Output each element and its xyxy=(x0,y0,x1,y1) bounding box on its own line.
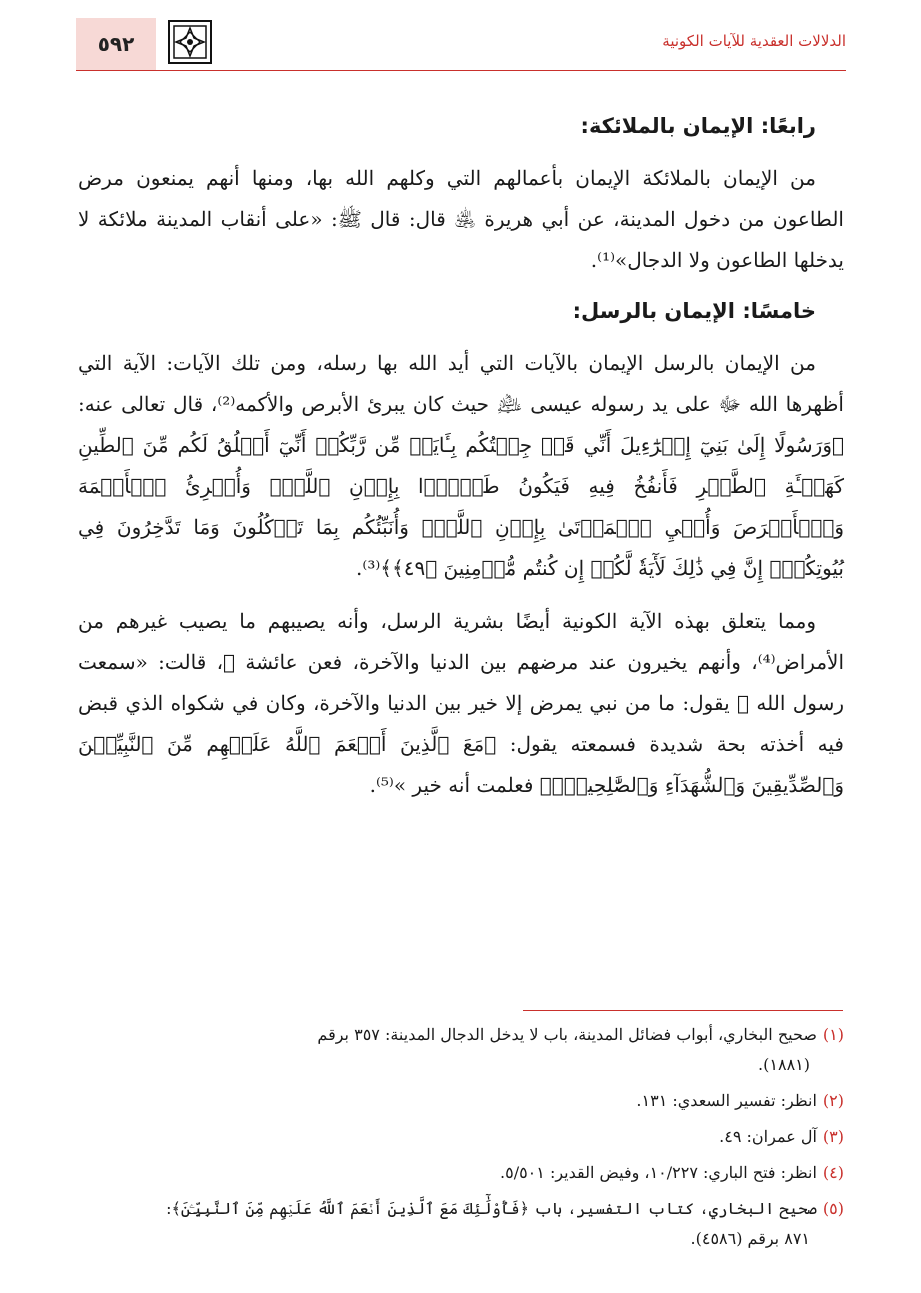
footnote xyxy=(78,1086,844,1116)
paragraph: من الإيمان بالملائكة الإيمان بأعمالهم التي وكلهم الله بها، ومنها أنهم يمنعون مرض الطاعون من دخول المدينة، عن أبي هريرة ﵁ قال: قال ﷺ: «على أنقاب المدينة ملائكة لا يدخلها الطاعون ولا الدجال»⁽¹⁾. xyxy=(78,166,844,272)
footnote-text: آل عمران: ٤٩. xyxy=(719,1127,817,1146)
main-content xyxy=(78,108,844,818)
paragraph: من الإيمان بالرسل الإيمان بالآيات التي أيد الله بها رسله، ومن تلك الآيات: الآية التي أظهرها الله ﷻ على يد رسوله عيسى ﵇ حيث كان يبرئ الأبرص والأكمه⁽²⁾، قال تعالى عنه: ﴿وَرَسُولًا إِلَىٰ بَنِيٓ إِسۡرَٰٓءِيلَ أَنِّي قَدۡ جِئۡتُكُم بِـَٔايَةٖ مِّن رَّبِّكُمۡ أَنِّيٓ أَخۡلُقُ لَكُم مِّنَ ٱلطِّينِ كَهَيۡـَٔةِ ٱلطَّيۡرِ فَأَنفُخُ فِيهِ فَيَكُونُ طَيۡرَۢا بِإِذۡنِ ٱللَّهِۖ وَأُبۡرِئُ ٱلۡأَكۡمَهَ وَٱلۡأَبۡرَصَ وَأُحۡيِ ٱلۡمَوۡتَىٰ بِإِذۡنِ ٱللَّهِۖ وَأُنَبِّئُكُم بِمَا تَأۡكُلُونَ وَمَا تَدَّخِرُونَ فِي بُيُوتِكُمۡۚ إِنَّ فِي ذَٰلِكَ لَأٓيَةٗ لَّكُمۡ إِن كُنتُم مُّؤۡمِنِينَ ﴿٤٩﴾﴾⁽³⁾. xyxy=(78,351,844,580)
ornament-icon xyxy=(168,20,212,64)
footnotes xyxy=(78,1020,844,1260)
paragraph: ومما يتعلق بهذه الآية الكونية أيضًا بشرية الرسل، وأنه يصيبهم ما يصيب غيرهم من الأمراض⁽⁴⁾، وأنهم يخيرون عند مرضهم بين الدنيا والآخرة، فعن عائشة ﵂، قالت: «سمعت رسول الله ﷺ يقول: ما من نبي يمرض إلا خير بين الدنيا والآخرة، وكان في شكواه الذي قبض فيه أخذته بحة شديدة فسمعته يقول: ﴿مَعَ ٱلَّذِينَ أَنۡعَمَ ٱللَّهُ عَلَيۡهِم مِّنَ ٱلنَّبِيِّـۧنَ وَٱلصِّدِّيقِينَ وَٱلشُّهَدَآءِ وَٱلصَّٰلِحِينَۚ﴾ فعلمت أنه خير »⁽⁵⁾. xyxy=(78,609,844,797)
footnote-continuation: ٨٧١ برقم (٤٥٨٦). xyxy=(690,1229,810,1248)
footnote-marker: (٤) xyxy=(822,1163,844,1182)
footnote-marker: (٣) xyxy=(822,1127,844,1146)
footnote-divider xyxy=(523,1010,843,1011)
section-heading-messengers: خامسًا: الإيمان بالرسل: xyxy=(572,299,816,323)
footnote xyxy=(78,1194,844,1254)
footnote-continuation: (١٨٨١). xyxy=(758,1055,810,1074)
running-title: الدلالات العقدية للآيات الكونية xyxy=(662,32,846,50)
section-heading-angels: رابعًا: الإيمان بالملائكة: xyxy=(580,114,816,138)
footnote-text: انظر: تفسير السعدي: ١٣١. xyxy=(636,1091,817,1110)
footnote xyxy=(78,1020,844,1080)
footnote xyxy=(78,1158,844,1188)
footnote-marker: (١) xyxy=(822,1025,844,1044)
page-header xyxy=(76,18,846,71)
footnote xyxy=(78,1122,844,1152)
footnote-text: انظر: فتح الباري: ١٠/٢٢٧، وفيض القدير: ٥/٥٠١. xyxy=(500,1163,817,1182)
footnote-marker: (٥) xyxy=(822,1199,844,1218)
footnote-text: صحيح البخاري، أبواب فضائل المدينة، باب لا يدخل الدجال المدينة: ٣٥٧ برقم xyxy=(317,1025,817,1044)
page-number: ٥٩٢ xyxy=(76,18,156,70)
footnote-text: صحيح البخاري، كتاب التفسير، باب ﴿فَأُوْلَٰٓئِكَ مَعَ ٱلَّذِينَ أَنۡعَمَ ٱللَّهُ عَلَيۡهِم مِّنَ ٱلنَّبِيِّـۧنَ﴾: xyxy=(166,1199,817,1218)
footnote-marker: (٢) xyxy=(822,1091,844,1110)
